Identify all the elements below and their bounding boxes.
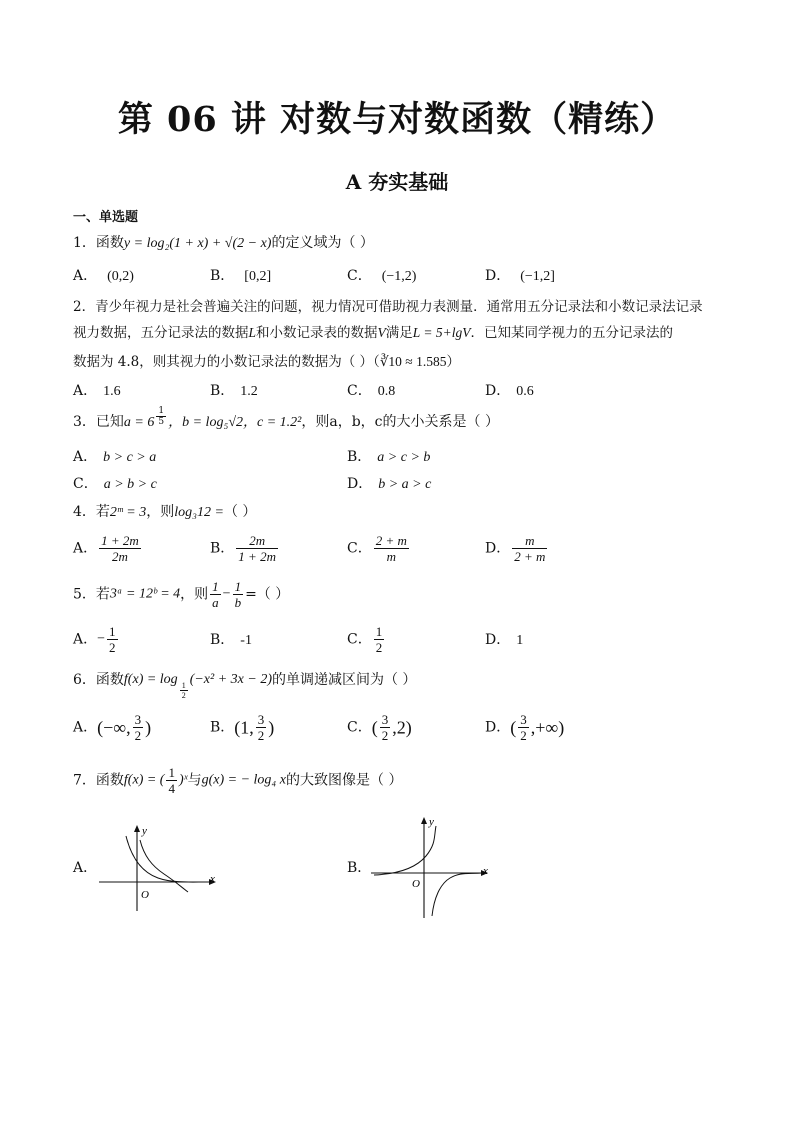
question-4-option-d[interactable]: D． $\frac{m}{2 + m}$: [485, 533, 546, 564]
page-title: 第 06 讲 对数与对数函数（精练）: [117, 99, 677, 140]
question-2-line-3: 数据为 4.8，则其视力的小数记录法的数据为（ ）（∛10 ≈ 1.585）: [73, 354, 460, 370]
question-4-option-b[interactable]: B． $\frac{2m}{1 + 2m}$: [210, 533, 276, 564]
question-2-line-2: 视力数据，五分记录法的数据L和小数记录表的数据V满足L = 5+lgV．已知某同学视力的五分记录法的: [73, 325, 673, 341]
y-axis-label: y: [142, 825, 147, 837]
question-1: [73, 233, 374, 254]
exponential-curve: [374, 826, 436, 875]
question-3-option-b[interactable]: B． a > c > b: [347, 449, 431, 465]
x-axis-label: x: [210, 873, 215, 885]
question-4: 4．若2ᵐ = 3，则log₃12 =（ ）: [73, 504, 257, 520]
y-axis-arrow: [134, 825, 140, 832]
question-7-option-b-graph[interactable]: [368, 812, 500, 922]
x-axis-label: x: [483, 865, 488, 877]
log-curve: [432, 873, 482, 916]
question-3-option-a[interactable]: A． b > c > a: [73, 449, 157, 465]
question-5-option-a[interactable]: A．− $\frac{1}{2}$: [73, 624, 116, 655]
question-7-option-b-label[interactable]: B．: [347, 860, 372, 876]
question-2-option-b[interactable]: B． 1.2: [210, 383, 258, 399]
question-6-option-c[interactable]: C．( $\frac{3}{2}$ ,2): [347, 712, 412, 743]
question-5-option-d[interactable]: D． 1: [485, 632, 524, 648]
question-3: 3．已知a = 6 $\frac{1}{5}$ ，b = log₅√2，c = 1.2²，则a，b，c的大小关系是（ ）: [73, 406, 499, 430]
question-1-option-b[interactable]: B． [0,2]: [210, 268, 272, 284]
question-2-line-1: 2．青少年视力是社会普遍关注的问题，视力情况可借助视力表测量．通常用五分记录法和小数记录法记录: [73, 299, 703, 315]
question-3-exponent: $\frac{1}{5}$: [158, 406, 165, 427]
question-4-option-a[interactable]: A． $\frac{1 + 2m}{2m}$: [73, 533, 139, 564]
question-7-option-a-label[interactable]: A．: [73, 860, 98, 876]
question-2-hint: ∛10 ≈ 1.585: [379, 354, 447, 369]
question-7: 7．函数f(x) = ( $\frac{1}{4}$ )ˣ与g(x) = − log₄ x的大致图像是（ ）: [73, 765, 403, 796]
question-4-option-c[interactable]: C． $\frac{2 + m}{m}$: [347, 533, 407, 564]
question-3-option-d[interactable]: D． b > a > c: [347, 476, 432, 492]
question-6-option-d[interactable]: D．( $\frac{3}{2}$ ,+∞): [485, 712, 565, 743]
question-3-option-c[interactable]: C． a > b > c: [73, 476, 157, 492]
question-2-option-a[interactable]: A． 1.6: [73, 383, 121, 399]
question-1-option-c[interactable]: C． (−1,2): [347, 268, 417, 284]
question-2-option-d[interactable]: D． 0.6: [485, 383, 534, 399]
question-6-option-b[interactable]: B．(1, $\frac{3}{2}$ ): [210, 712, 275, 743]
question-7-option-a-graph[interactable]: [96, 818, 226, 914]
origin-label: O: [141, 889, 149, 901]
question-5: 5．若3ᵃ = 12ᵇ = 4，则 $\frac{1}{a}$ − $\frac{1}{b}$ =（ ）: [73, 579, 290, 610]
question-5-option-c[interactable]: C． $\frac{1}{2}$: [347, 624, 383, 655]
section-subtitle: A 夯实基础: [345, 170, 449, 194]
question-6: 6．函数f(x) = log $\frac{1}{2}$ (−x² + 3x − 2)的单调递减区间为（ ）: [73, 672, 417, 700]
question-2-option-c[interactable]: C． 0.8: [347, 383, 396, 399]
question-type-heading: 一、单选题: [73, 210, 139, 225]
question-1-prefix: 1．函数: [73, 235, 124, 251]
question-1-option-d[interactable]: D． (−1,2]: [485, 268, 555, 284]
y-axis-label: y: [429, 816, 434, 828]
question-2-formula: L = 5+lgV: [412, 325, 471, 340]
question-5-option-b[interactable]: B． -1: [210, 632, 252, 648]
question-1-suffix: 的定义域为（ ）: [271, 235, 374, 251]
question-6-option-a[interactable]: A．(−∞, $\frac{3}{2}$ ): [73, 712, 152, 743]
question-1-option-a[interactable]: A． (0,2): [73, 268, 134, 284]
log-curve: [140, 840, 188, 892]
origin-label: O: [412, 878, 420, 890]
question-1-function: y = log₂(1 + x) + √(2 − x): [123, 236, 272, 251]
y-axis-arrow: [421, 817, 427, 824]
